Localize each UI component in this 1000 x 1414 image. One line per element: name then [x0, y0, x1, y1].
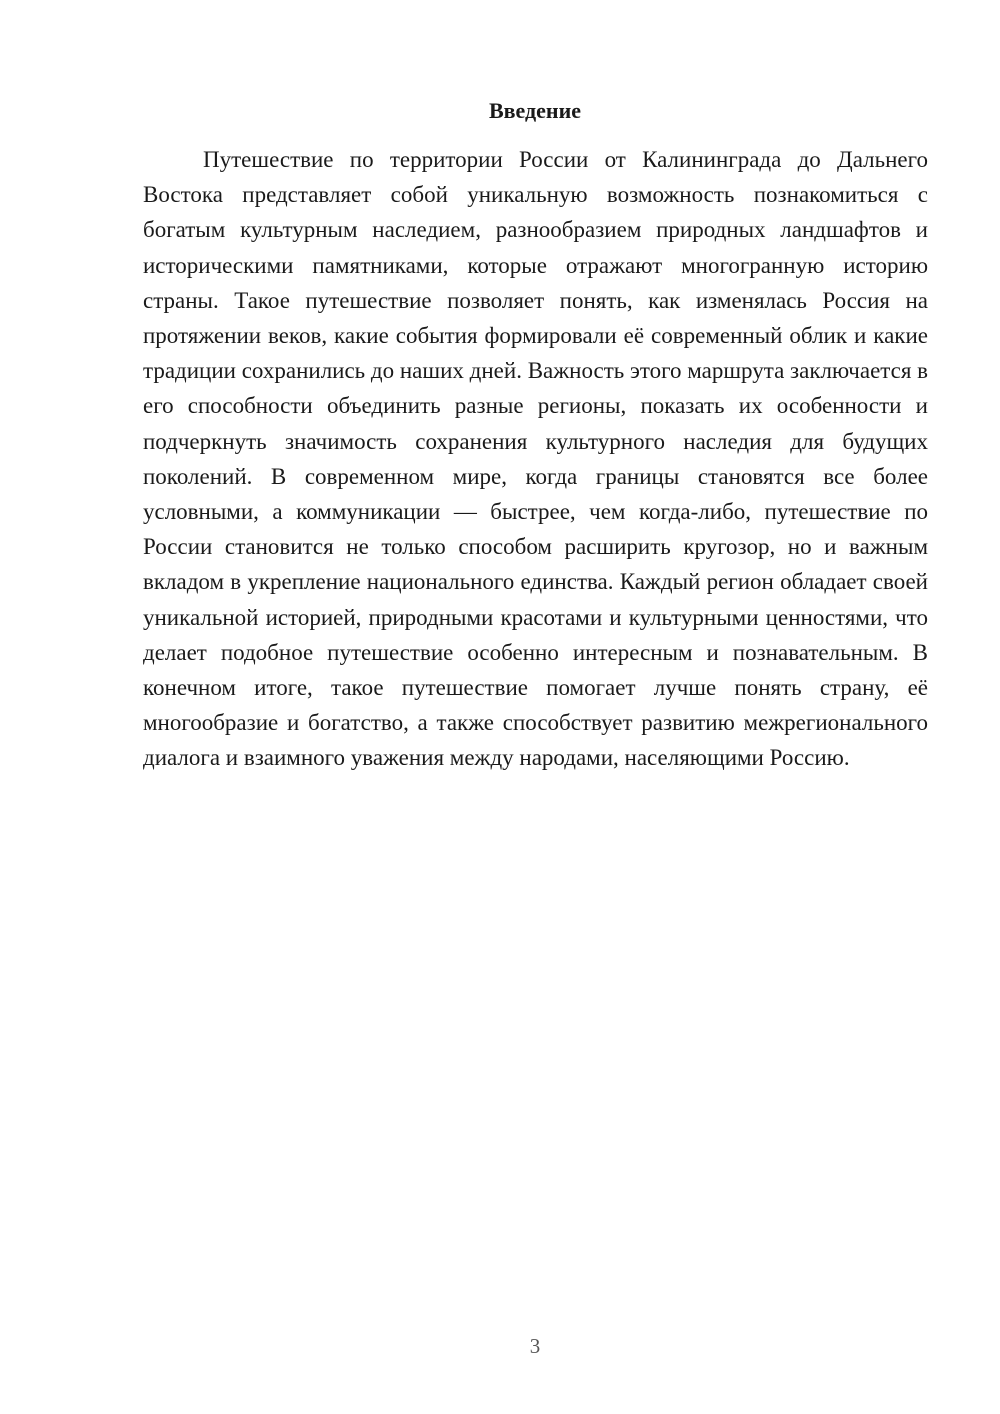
page-title: Введение	[488, 98, 582, 123]
page-number: 3	[529, 1334, 541, 1358]
body-paragraph: Путешествие по территории России от Калининграда до Дальнего Востока представляет собой уникальную возможность познакомиться с богатым культурным наследием, разнообразием природных ландшафтов и историческими памятниками, которые отражают многогранную историю страны. Такое путешествие позволяет понять, как изменялась Россия на протяжении веков, какие события формировали её современный облик и какие традиции сохранились до наших дней. Важность этого маршрута заключается в его способности объединить разные регионы, показать их особенности и подчеркнуть значимость сохранения культурного наследия для будущих поколений. В современном мире, когда границы становятся все более условными, а коммуникации — быстрее, чем когда-либо, путешествие по России становится не только способом расширить кругозор, но и важным вкладом в укрепление национального единства. Каждый регион обладает своей уникальной историей, природными красотами и культурными ценностями, что делает подобное путешествие особенно интересным и познавательным. В конечном итоге, такое путешествие помогает лучше понять страну, её многообразие и богатство, а также способствует развитию межрегионального диалога и взаимного уважения между народами, населяющими Россию.	[143, 147, 929, 771]
